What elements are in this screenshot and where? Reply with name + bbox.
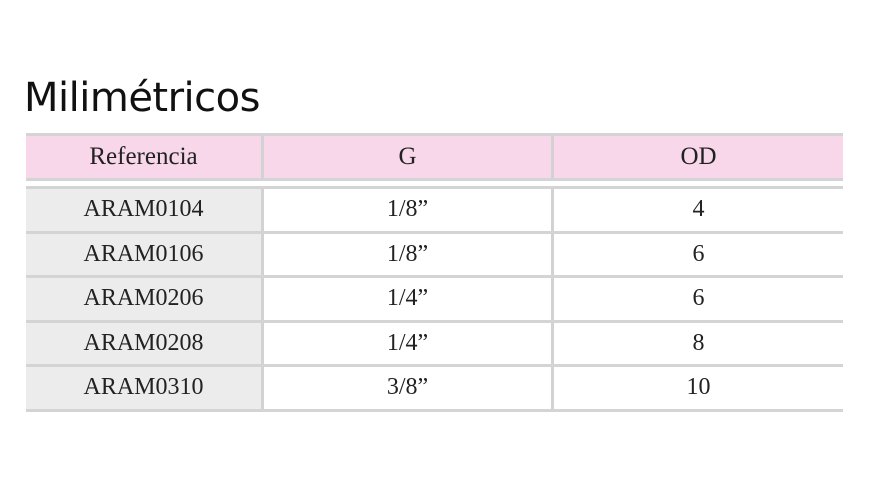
cell-referencia: ARAM0208 bbox=[26, 323, 264, 365]
cell-referencia: ARAM0310 bbox=[26, 367, 264, 409]
cell-referencia: ARAM0206 bbox=[26, 278, 264, 320]
cell-od: 6 bbox=[554, 234, 843, 276]
table-header-row bbox=[26, 133, 843, 181]
cell-referencia: ARAM0104 bbox=[26, 189, 264, 231]
table-row bbox=[26, 367, 843, 412]
header-referencia: Referencia bbox=[26, 136, 264, 178]
cell-g: 1/4” bbox=[264, 278, 554, 320]
cell-od: 6 bbox=[554, 278, 843, 320]
table-row bbox=[26, 234, 843, 279]
header-od: OD bbox=[680, 143, 717, 170]
page-title: Milimétricos bbox=[24, 75, 260, 121]
cell-od: 8 bbox=[554, 323, 843, 365]
cell-g: 1/8” bbox=[264, 234, 554, 276]
cell-g: 1/8” bbox=[264, 189, 554, 231]
cell-od: 4 bbox=[554, 189, 843, 231]
table-row bbox=[26, 323, 843, 368]
header-g: G bbox=[264, 136, 554, 178]
product-table bbox=[26, 133, 843, 412]
table-row bbox=[26, 278, 843, 323]
header-gap bbox=[26, 181, 843, 189]
table-row bbox=[26, 189, 843, 234]
cell-g: 1/4” bbox=[264, 323, 554, 365]
cell-referencia: ARAM0106 bbox=[26, 234, 264, 276]
cell-g: 3/8” bbox=[264, 367, 554, 409]
cell-od: 10 bbox=[554, 367, 843, 409]
